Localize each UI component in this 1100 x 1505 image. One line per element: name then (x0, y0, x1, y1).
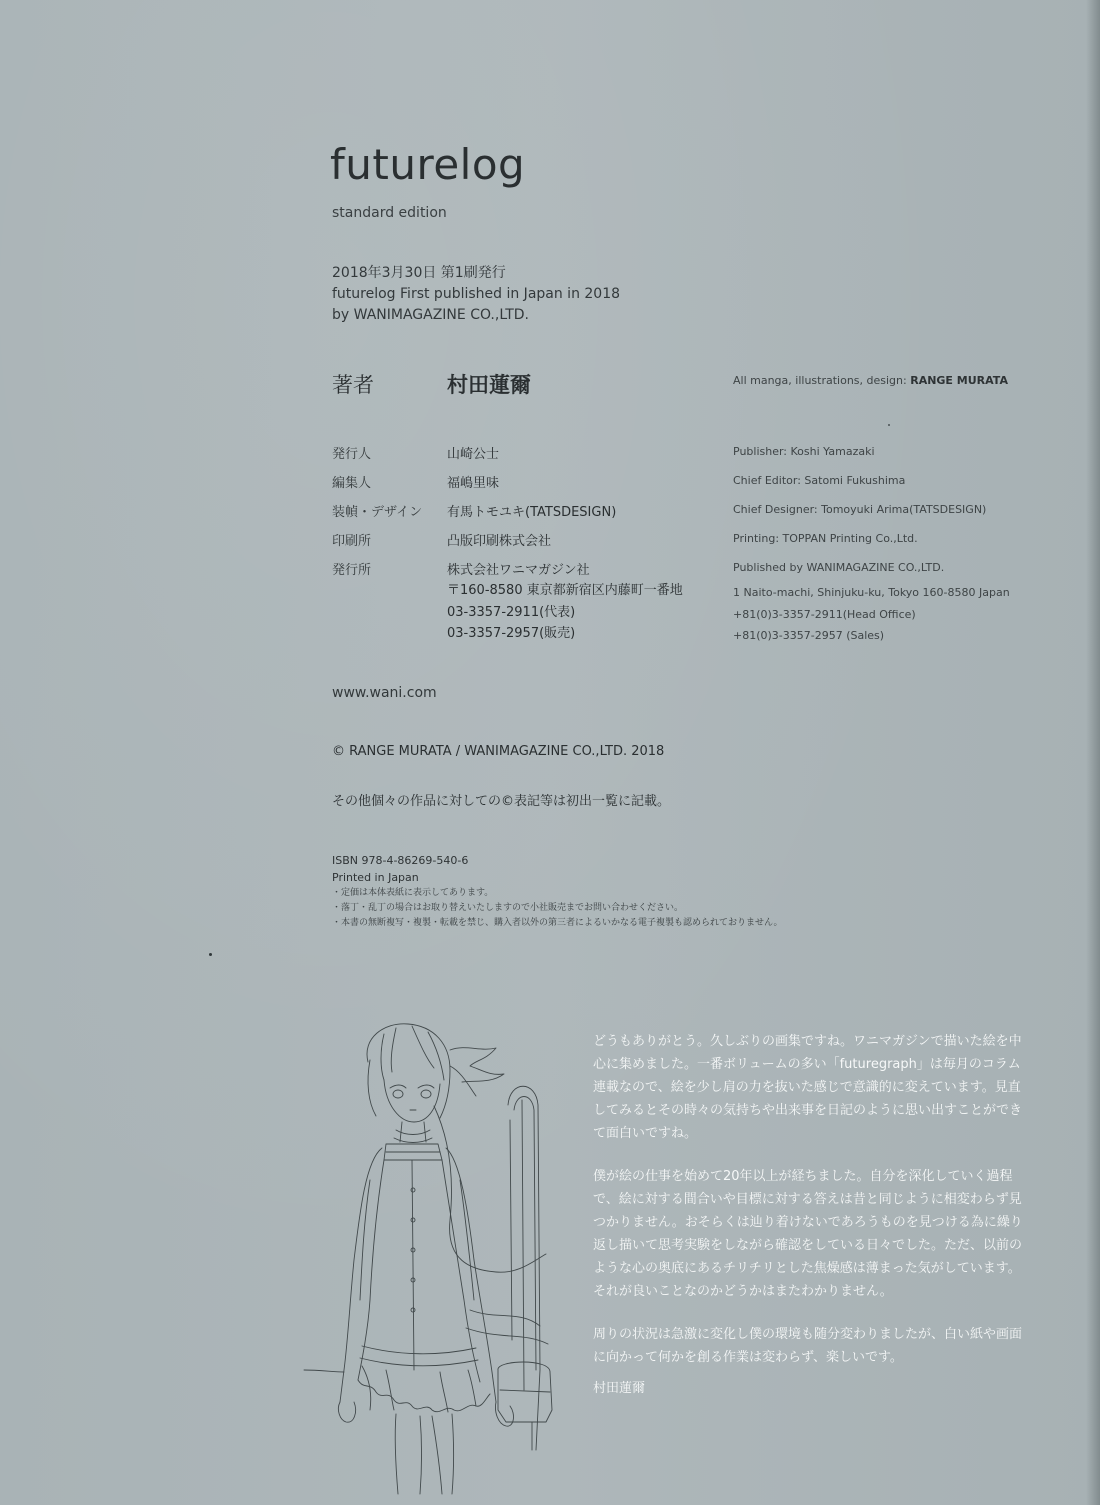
credits-table (332, 443, 1032, 588)
credit-english-value: TOPPAN Printing Co.,Ltd. (782, 532, 918, 545)
address-english (733, 582, 1010, 647)
credit-key: 発行所 (332, 563, 372, 578)
edition-label: standard edition (332, 205, 447, 221)
address-line: 〒160-8580 東京都新宿区内藤町一番地 (447, 583, 683, 598)
publication-info (332, 263, 620, 326)
address-line-english: 1 Naito-machi, Shinjuku-ku, Tokyo 160-8580 Japan (733, 586, 1010, 599)
credit-english (733, 474, 905, 487)
credit-english-prefix: Chief Editor: (733, 474, 801, 487)
credit-english (733, 503, 986, 516)
credit-english-value: Satomi Fukushima (804, 474, 906, 487)
publication-date: 2018年3月30日 第1刷発行 (332, 265, 506, 281)
credit-english-prefix: Printing: (733, 532, 780, 545)
afterword-text (593, 1030, 1023, 1389)
legal-note: ・定価は本体表紙に表示してあります。 (332, 888, 494, 898)
afterword-paragraph: どうもありがとう。久しぶりの画集ですね。ワニマガジンで描いた絵を中心に集めました。一番ボリュームの多い「futuregraph」は毎月のコラム連載なので、絵を少し肩の力を抜いた感じで意識的に変えています。見直してみるとその時々の気持ちや出来事を日記のように思い出すことができて面白いですね。 (593, 1034, 1023, 1141)
credit-value: 山崎公士 (447, 447, 500, 462)
paper-speck (209, 953, 212, 956)
author-key: 著者 (332, 373, 374, 397)
copyright-line: © RANGE MURATA / WANIMAGAZINE CO.,LTD. 2018 (332, 744, 665, 759)
printed-in: Printed in Japan (332, 871, 419, 884)
author-signature: 村田蓮爾 (593, 1381, 646, 1396)
credit-key: 発行人 (332, 447, 372, 462)
credit-english-value: Published by WANIMAGAZINE CO.,LTD. (733, 561, 945, 574)
credit-value: 凸版印刷株式会社 (447, 534, 552, 549)
credit-english-prefix: Chief Designer: (733, 503, 818, 516)
credit-value: 福嶋里味 (447, 476, 500, 491)
girl-sketch-illustration (300, 1010, 590, 1500)
book-title: futurelog (330, 140, 526, 189)
legal-notes (332, 886, 783, 931)
author-english (733, 374, 1008, 387)
credit-row (332, 443, 1032, 472)
credit-key: 装幀・デザイン (332, 505, 423, 520)
other-copyright-notice: その他個々の作品に対しての©表記等は初出一覧に記載。 (332, 794, 671, 809)
legal-note: ・落丁・乱丁の場合はお取り替えいたしますので小社販売までお問い合わせください。 (332, 903, 684, 913)
afterword-paragraph: 周りの状況は急激に変化し僕の環境も随分変わりましたが、白い紙や画面に向かって何かを創る作業は変わらず、楽しいです。 (593, 1327, 1023, 1365)
isbn-block (332, 852, 468, 886)
address-japanese (447, 580, 683, 645)
credit-value: 株式会社ワニマガジン社 (447, 563, 590, 578)
publication-english: futurelog First published in Japan in 2018 (332, 286, 621, 302)
phone-main: 03-3357-2911(代表) (447, 604, 576, 620)
publication-publisher: by WANIMAGAZINE CO.,LTD. (332, 307, 529, 323)
credit-english (733, 445, 875, 458)
afterword-paragraph: 僕が絵の仕事を始めて20年以上が経ちました。自分を深化していく過程で、絵に対する間合いや目標に対する答えは昔と同じように相変わらず見つかりません。おそらくは辿り着けないであろうものを見つける為に繰り返し描いて思考実験をしながら確認をしている日々でした。ただ、以前のような心の奥底にあるチリチリとした焦燥感は薄まった気がしています。それが良いことなのかどうかはまたわかりません。 (593, 1169, 1023, 1299)
credit-row (332, 472, 1032, 501)
legal-note: ・本書の無断複写・複製・転載を禁じ、購入者以外の第三者によるいかなる電子複製も認められておりません。 (332, 918, 783, 928)
credit-english (733, 532, 918, 545)
credit-row (332, 530, 1032, 559)
credit-english-value: Tomoyuki Arima(TATSDESIGN) (821, 503, 987, 516)
phone-sales: 03-3357-2957(販売) (447, 626, 576, 641)
website-url: www.wani.com (332, 685, 437, 701)
credit-key: 編集人 (332, 476, 372, 491)
credit-row (332, 501, 1032, 530)
credit-key: 印刷所 (332, 534, 372, 549)
author-english-name: RANGE MURATA (910, 374, 1008, 387)
page-edge-shadow (1086, 0, 1100, 1505)
author-english-prefix: All manga, illustrations, design: (733, 374, 907, 387)
credit-value: 有馬トモユキ(TATSDESIGN) (447, 505, 617, 520)
isbn-number: ISBN 978-4-86269-540-6 (332, 854, 469, 867)
phone-sales-english: +81(0)3-3357-2957 (Sales) (733, 629, 885, 642)
credit-english-value: Koshi Yamazaki (790, 445, 875, 458)
phone-main-english: +81(0)3-3357-2911(Head Office) (733, 607, 916, 621)
paper-speck (888, 424, 890, 426)
credit-english (733, 561, 944, 574)
author-name: 村田蓮爾 (447, 373, 531, 397)
credit-english-prefix: Publisher: (733, 445, 788, 458)
